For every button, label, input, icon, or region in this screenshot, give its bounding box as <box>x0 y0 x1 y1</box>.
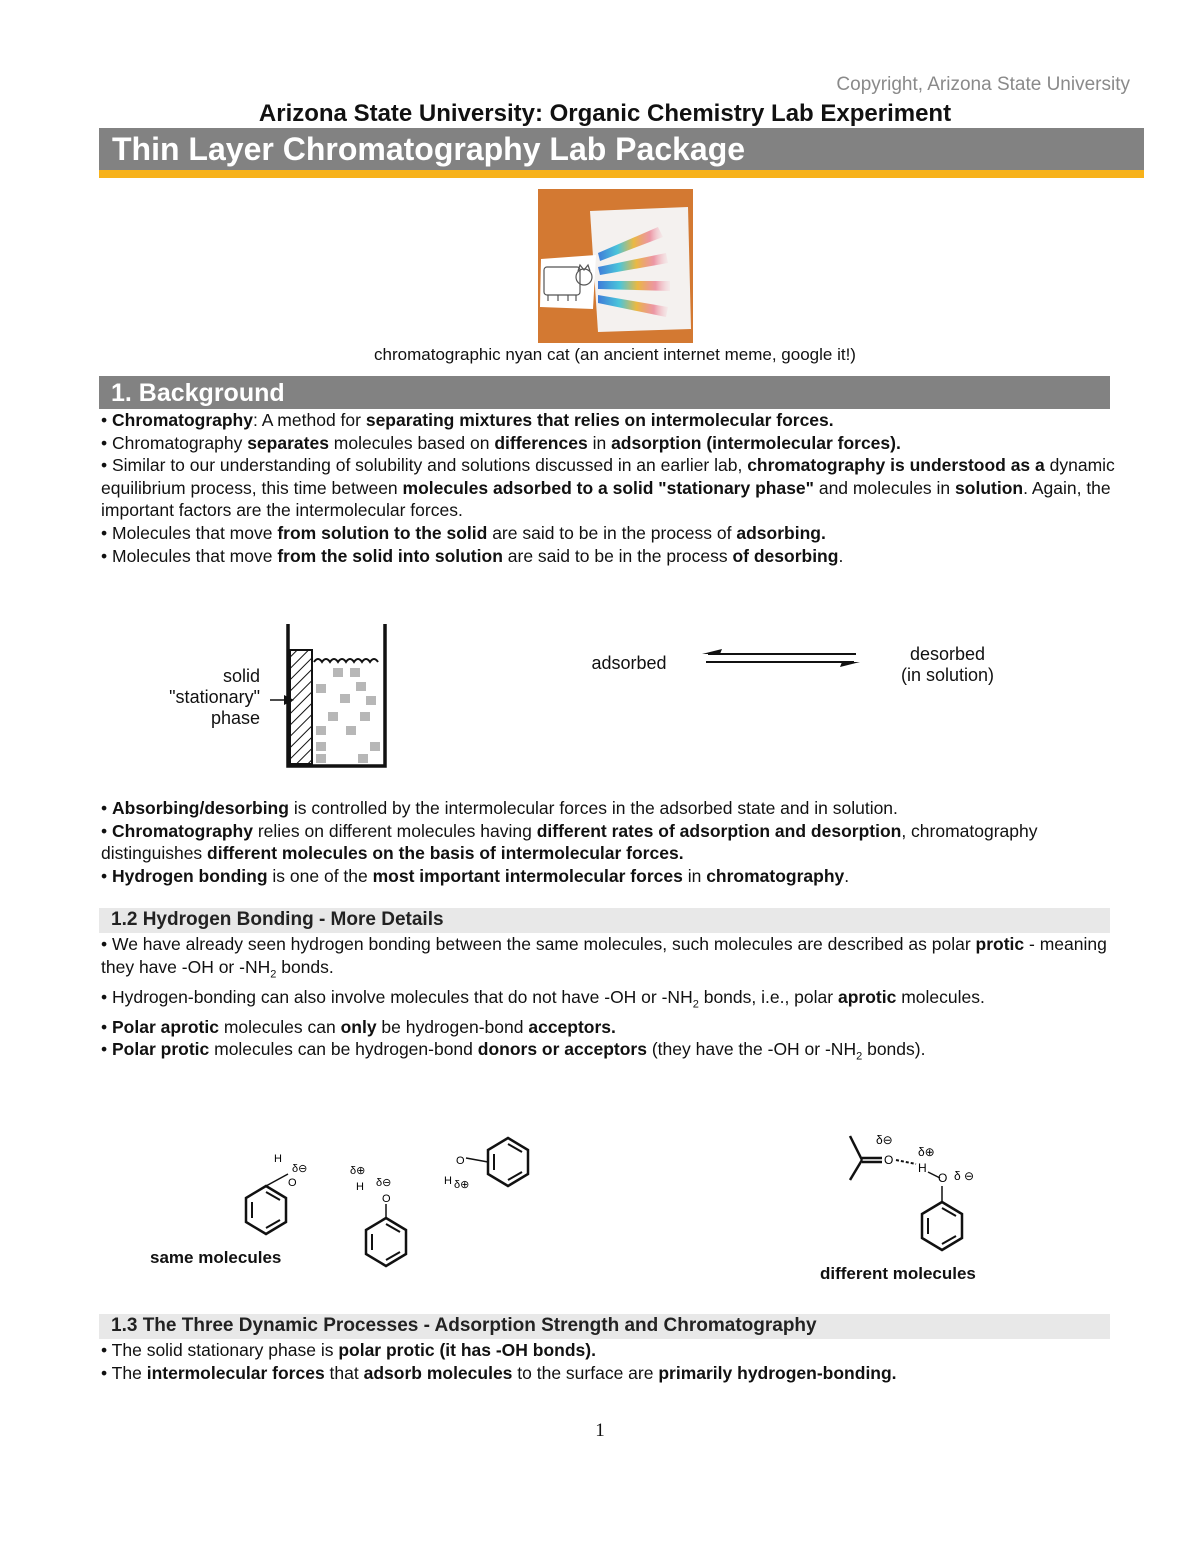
text-run: is one of the <box>267 865 373 886</box>
bold-text-run: adsorption (intermolecular forces). <box>611 432 901 453</box>
bold-text-run: only <box>340 1016 377 1037</box>
paragraph-line <box>101 522 1121 545</box>
text-run: is controlled by the intermolecular forces in the adsorbed state and in solution. <box>288 798 898 818</box>
text-run: • Molecules that move <box>101 545 278 566</box>
stationary-phase-label: solid "stationary" phase <box>169 666 260 728</box>
text-run: • Molecules that move <box>101 522 278 543</box>
paragraph-line <box>101 1362 1121 1385</box>
copyright-notice: Copyright, Arizona State University <box>836 74 1130 95</box>
different-molecule-structures <box>840 1128 990 1254</box>
paragraph-line <box>101 1038 1121 1068</box>
oxygen-label: O <box>382 1193 391 1205</box>
text-run: (they have the -OH or -NH <box>646 1039 857 1060</box>
text-run: 2 <box>856 1050 863 1063</box>
text-run: - meaning they have -OH or -NH <box>101 934 1107 977</box>
text-run: in <box>682 865 707 886</box>
oxygen-label: O <box>456 1155 465 1167</box>
equilibrium-arrows <box>700 648 862 668</box>
hydrogen-bonding-paragraphs <box>101 933 1121 1068</box>
bold-text-run: chromatography <box>706 865 845 886</box>
paragraph-line <box>101 545 1121 568</box>
text-run: • <box>101 820 112 841</box>
hydrogen-bond-dashes <box>896 1160 916 1164</box>
hydrogen-label: H <box>356 1181 364 1193</box>
bold-text-run: Absorbing/desorbing <box>112 798 289 818</box>
text-run: • The <box>101 1362 147 1383</box>
text-run: . Again, the important factors are the intermolecular forces. <box>101 477 1111 521</box>
text-run: • <box>101 1039 112 1060</box>
same-molecules-caption: same molecules <box>150 1248 282 1267</box>
subsection-heading-background <box>99 908 1110 933</box>
bold-text-run: from the solid into solution <box>277 545 503 566</box>
partial-positive-charge: δ⊕ <box>918 1145 935 1159</box>
paragraph-line <box>101 409 1121 432</box>
different-molecules-caption: different molecules <box>820 1264 976 1283</box>
text-run: are said to be in the process <box>502 545 733 566</box>
hydrogen-label: H <box>444 1175 452 1187</box>
bold-text-run: Polar aprotic <box>112 1016 219 1037</box>
page-number: 1 <box>595 1420 605 1441</box>
phenol-molecule-1 <box>246 1174 288 1234</box>
bold-text-run: of desorbing <box>732 545 839 566</box>
adsorbed-label: adsorbed <box>591 653 667 673</box>
oxygen-label: O <box>884 1153 894 1167</box>
text-run: bonds. <box>276 956 334 977</box>
bold-text-run: adsorbing. <box>736 522 826 543</box>
document-title: Arizona State University: Organic Chemistry Lab Experiment <box>258 100 952 127</box>
text-run: • We have already seen hydrogen bonding between the same molecules, such molecules are described as polar <box>101 934 976 954</box>
title-banner-accent-stripe <box>99 170 1144 178</box>
bold-text-run: Chromatography <box>112 410 253 430</box>
partial-negative-charge: δ⊖ <box>876 1133 893 1147</box>
oxygen-label: O <box>938 1171 948 1185</box>
text-run: molecules can be hydrogen-bond <box>209 1039 478 1060</box>
oxygen-label: O <box>288 1177 297 1189</box>
partial-positive-charge: δ⊕ <box>350 1165 366 1177</box>
hydrogen-label: H <box>274 1153 282 1165</box>
bold-text-run: primarily hydrogen-bonding. <box>658 1362 897 1383</box>
solute-molecules <box>316 668 380 763</box>
paragraph-line <box>101 1016 1121 1039</box>
bold-text-run: differences <box>494 432 588 453</box>
bold-text-run: solution <box>955 477 1024 498</box>
bold-text-run: separates <box>247 432 329 453</box>
paragraph-line <box>101 797 1121 820</box>
paragraph-line <box>101 865 1121 888</box>
text-run: • Chromatography <box>101 432 248 453</box>
solvent-surface <box>314 659 378 662</box>
photo-caption: chromatographic nyan cat (an ancient internet meme, google it!) <box>374 345 856 364</box>
hydrogen-label: H <box>918 1161 927 1175</box>
text-run: and molecules in <box>813 477 956 498</box>
bold-text-run: separating mixtures that relies on intermolecular forces. <box>365 410 834 430</box>
text-run: • The solid stationary phase is <box>101 1340 339 1360</box>
text-run: dynamic equilibrium process, this time between <box>101 455 1115 498</box>
bold-text-run: adsorb molecules <box>363 1362 513 1383</box>
section-heading-background <box>99 376 1110 409</box>
text-run: 2 <box>270 968 277 981</box>
text-run: : A method for <box>252 410 366 430</box>
bold-text-run: from solution to the solid <box>277 522 488 543</box>
bold-text-run: most important intermolecular forces <box>372 865 683 886</box>
beaker-diagram <box>270 620 400 772</box>
bold-text-run: protic <box>975 934 1025 954</box>
paragraph-line <box>101 986 1121 1016</box>
text-run: are said to be in the process of <box>487 522 737 543</box>
subsection-heading-text: 1.3 The Three Dynamic Processes - Adsorption Strength and Chromatography <box>111 1315 817 1336</box>
bold-text-run: donors or acceptors <box>477 1039 647 1060</box>
text-run: to the surface are <box>512 1362 659 1383</box>
text-run: . <box>838 545 844 566</box>
bold-text-run: aprotic <box>837 986 897 1007</box>
text-run: , chromatography distinguishes <box>101 820 1038 864</box>
text-run: relies on different molecules having <box>252 820 537 841</box>
paragraph-line <box>101 432 1121 455</box>
phenol-molecule-3 <box>466 1138 528 1186</box>
partial-negative-charge: δ⊖ <box>376 1177 392 1189</box>
text-run: molecules can <box>218 1016 341 1037</box>
phenol-molecule-2 <box>366 1204 406 1266</box>
text-run: be hydrogen-bond <box>376 1016 529 1037</box>
text-run: bonds, i.e., polar <box>698 986 838 1007</box>
text-run: molecules. <box>896 986 985 1007</box>
text-run: bonds). <box>862 1039 926 1060</box>
bold-text-run: Chromatography <box>112 820 253 841</box>
text-run: molecules based on <box>328 432 495 453</box>
bold-text-run: different rates of adsorption and desorption <box>536 820 902 841</box>
phenol-molecule-4 <box>922 1186 962 1250</box>
bold-text-run: chromatography is understood as a <box>747 455 1045 476</box>
subsection-heading-background <box>99 1314 1110 1339</box>
dynamic-processes-paragraphs <box>101 1339 1121 1384</box>
nyan-cat-tlc-photo <box>538 189 693 343</box>
paragraph-line <box>101 820 1121 865</box>
package-title: Thin Layer Chromatography Lab Package <box>112 131 746 167</box>
text-run: • <box>101 410 112 430</box>
text-run: • Hydrogen-bonding can also involve molecules that do not have -OH or -NH <box>101 986 693 1007</box>
text-run: • <box>101 865 112 886</box>
bold-text-run: acceptors. <box>528 1016 616 1037</box>
text-run: 2 <box>692 998 699 1011</box>
background-paragraphs <box>101 409 1121 567</box>
paragraph-line <box>101 933 1121 986</box>
partial-negative-charge: δ⊖ <box>292 1163 308 1175</box>
paragraph-line <box>101 454 1121 522</box>
bold-text-run: polar protic (it has -OH bonds). <box>338 1340 596 1360</box>
partial-positive-charge: δ⊕ <box>454 1179 470 1191</box>
desorbed-label: desorbed (in solution) <box>900 644 995 685</box>
bold-text-run: intermolecular forces <box>146 1362 325 1383</box>
text-run: • <box>101 1016 112 1037</box>
stationary-phase-plate <box>290 650 312 764</box>
bold-text-run: different molecules on the basis of intermolecular forces. <box>207 843 684 864</box>
text-run: • Similar to our understanding of solubility and solutions discussed in an earlier lab, <box>101 455 748 476</box>
bold-text-run: molecules adsorbed to a solid "stationary phase" <box>402 477 814 498</box>
subsection-heading-text: 1.2 Hydrogen Bonding - More Details <box>111 909 444 930</box>
text-run: • <box>101 798 112 818</box>
text-run: that <box>324 1362 364 1383</box>
paragraph-line <box>101 1339 1121 1362</box>
adsorption-notes <box>101 797 1121 887</box>
bold-text-run: Hydrogen bonding <box>112 865 268 886</box>
text-run: . <box>844 865 850 886</box>
partial-negative-charge: δ ⊖ <box>954 1169 975 1183</box>
bold-text-run: Polar protic <box>112 1039 210 1060</box>
section-heading-text: 1. Background <box>111 379 285 407</box>
text-run: in <box>587 432 612 453</box>
